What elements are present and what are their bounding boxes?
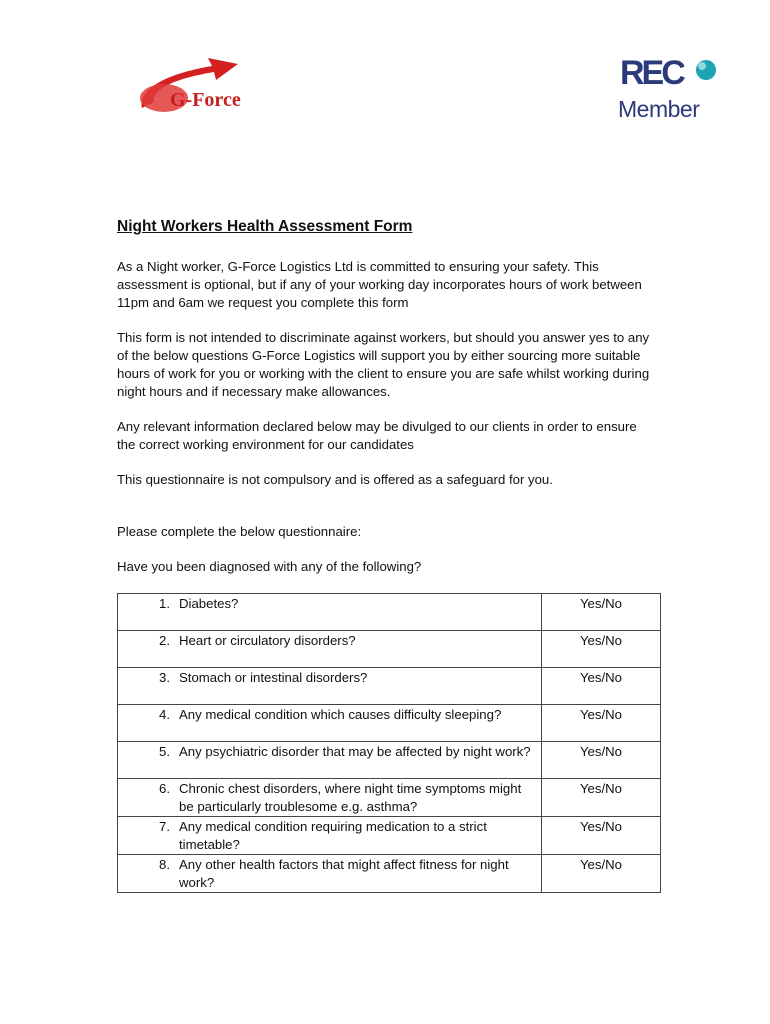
answer-cell[interactable]: Yes/No bbox=[542, 855, 661, 893]
question-text: Heart or circulatory disorders? bbox=[179, 633, 356, 648]
answer-cell[interactable]: Yes/No bbox=[542, 817, 661, 855]
questionnaire-table bbox=[117, 593, 661, 893]
answer-cell[interactable]: Yes/No bbox=[542, 705, 661, 742]
intro-paragraph: As a Night worker, G-Force Logistics Ltd is committed to ensuring your safety. This assessment is optional, but if any of your working day incorporates hours of work between 11pm and 6am we request you complete this form bbox=[117, 259, 642, 310]
rec-member-logo bbox=[618, 52, 718, 124]
question-number: 3. bbox=[159, 670, 170, 685]
table-row bbox=[118, 631, 661, 668]
table-row bbox=[118, 594, 661, 631]
question-number: 6. bbox=[159, 781, 170, 796]
instruction-text: Please complete the below questionnaire: bbox=[117, 524, 362, 539]
question-intro: Have you been diagnosed with any of the following? bbox=[117, 559, 422, 574]
question-text: Any psychiatric disorder that may be affected by night work? bbox=[179, 744, 531, 759]
form-content bbox=[117, 216, 657, 893]
optional-paragraph: This questionnaire is not compulsory and is offered as a safeguard for you. bbox=[117, 472, 553, 487]
answer-cell[interactable]: Yes/No bbox=[542, 779, 661, 817]
table-row bbox=[118, 817, 661, 855]
question-number: 5. bbox=[159, 744, 170, 759]
rec-logo-text: REC bbox=[620, 54, 683, 92]
table-row bbox=[118, 705, 661, 742]
table-row bbox=[118, 779, 661, 817]
rec-member-label: Member bbox=[618, 96, 700, 122]
question-number: 8. bbox=[159, 857, 170, 872]
question-text: Stomach or intestinal disorders? bbox=[179, 670, 368, 685]
answer-cell[interactable]: Yes/No bbox=[542, 594, 661, 631]
policy-paragraph: This form is not intended to discriminate against workers, but should you answer yes to any of the below questions G-Force Logistics will support you by either sourcing more suitable hours of work for you or working with the client to ensure you are safe whilst working during night hours and if necessary make allowances. bbox=[117, 330, 650, 399]
question-number: 4. bbox=[159, 707, 170, 722]
question-number: 2. bbox=[159, 633, 170, 648]
table-row bbox=[118, 668, 661, 705]
question-number: 1. bbox=[159, 596, 170, 611]
gforce-logo-text: G-Force bbox=[170, 89, 241, 111]
answer-cell[interactable]: Yes/No bbox=[542, 631, 661, 668]
question-number: 7. bbox=[159, 819, 170, 834]
table-row bbox=[118, 742, 661, 779]
gforce-logo bbox=[134, 52, 279, 122]
question-text: Any other health factors that might affect fitness for night work? bbox=[179, 857, 509, 890]
answer-cell[interactable]: Yes/No bbox=[542, 668, 661, 705]
answer-cell[interactable]: Yes/No bbox=[542, 742, 661, 779]
question-text: Any medical condition which causes difficulty sleeping? bbox=[179, 707, 502, 722]
question-text: Any medical condition requiring medication to a strict timetable? bbox=[179, 819, 487, 852]
page-title: Night Workers Health Assessment Form bbox=[117, 218, 413, 235]
rec-logo-icon bbox=[618, 52, 718, 96]
question-text: Diabetes? bbox=[179, 596, 239, 611]
question-text: Chronic chest disorders, where night time symptoms might be particularly troublesome e.g. asthma? bbox=[179, 781, 522, 814]
disclosure-paragraph: Any relevant information declared below may be divulged to our clients in order to ensure the correct working environment for our candidates bbox=[117, 419, 637, 452]
gforce-swoosh-icon bbox=[134, 52, 279, 122]
table-row bbox=[118, 855, 661, 893]
